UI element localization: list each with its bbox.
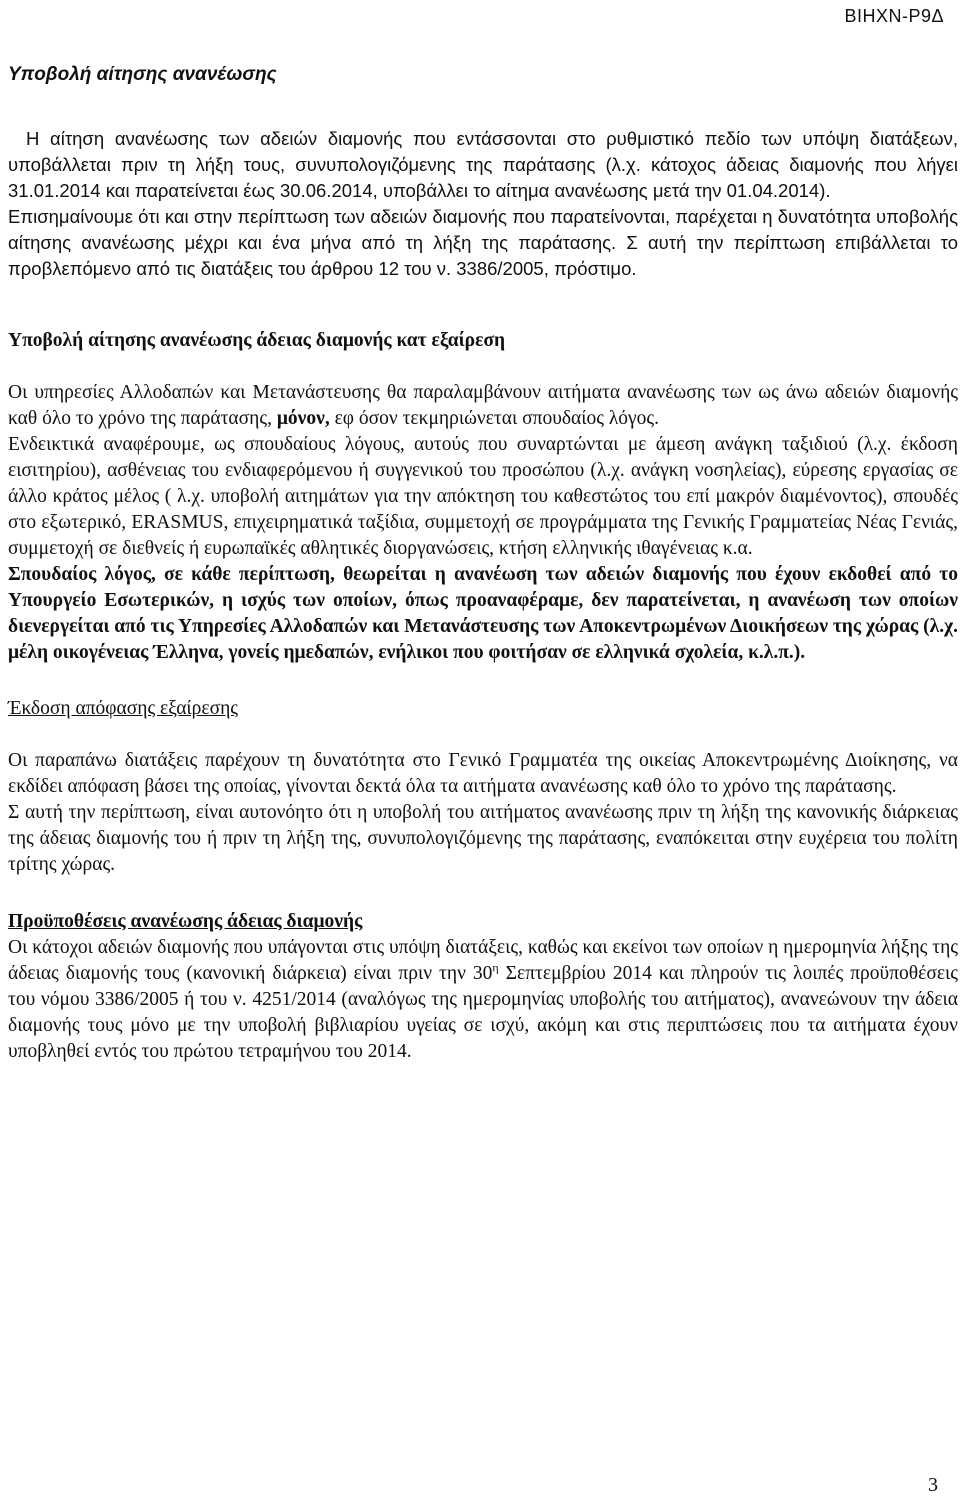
text-span: Οι υπηρεσίες Αλλοδαπών και Μετανάστευσης θα παραλαμβάνουν αιτήματα ανανέωσης των ως άνω αδειών διαμονής καθ όλο το χρόνο της παράτασης, (8, 382, 958, 429)
paragraph-renewal-extension-note: Επισημαίνουμε ότι και στην περίπτωση των αδειών διαμονής που παρατείνονται, παρέχεται η δυνατότητα υποβολής αίτησης ανανέωσης μέχρι και ένα μήνα από τη λήξη της παράτασης. Σ αυτή την περίπτωση επιβάλλεται το προβλεπόμενο από τις διατάξεις του άρθρου 12 του ν. 3386/2005, πρόστιμο. (8, 206, 958, 279)
section-heading-renewal-application: Υποβολή αίτησης ανανέωσης (8, 64, 277, 85)
paragraph-prerequisites (8, 935, 958, 1065)
paragraph-serious-reasons-examples: Ενδεικτικά αναφέρουμε, ως σπουδαίους λόγους, αυτούς που συναρτώνται με άμεση ανάγκη ταξιδιού (λ.χ. έκδοση εισιτηρίου), ασθένειας του ενδιαφερόμενου ή συγγενικού του προσώπου (λ.χ. ανάγκη νοσηλείας), εύρεσης εργασίας σε άλλο κράτος μέλος ( λ.χ. υποβολή αιτημάτων για την απόκτηση του καθεστώτος του επί μακρόν διαμένοντος), σπουδές στο εξωτερικό, ERASMUS, επιχειρηματικά ταξίδια, συμμετοχή σε προγράμματα της Γενικής Γραμματείας Νέας Γενιάς, συμμετοχή σε διεθνείς ή ευρωπαϊκές αθλητικές διοργανώσεις, κτήση ελληνικής ιθαγένειας κ.α. (8, 434, 958, 559)
paragraph-exceptional-services (8, 380, 958, 432)
paragraph-submission-discretion: Σ αυτή την περίπτωση, είναι αυτονόητο ότι η υποβολή του αιτήματος ανανέωσης πριν τη λήξη της κανονικής διάρκειας της άδειας διαμονής του ή πριν τη λήξη της, συνυπολογιζόμενης της παράτασης, εναπόκειται στην ευχέρεια του πολίτη τρίτης χώρας. (8, 802, 958, 875)
emphasis-only: μόνον, (276, 408, 330, 429)
section-heading-renewal-prerequisites: Προϋποθέσεις ανανέωσης άδειας διαμονής (8, 911, 363, 932)
text-span: εφ όσον τεκμηριώνεται σπουδαίος λόγος. (329, 408, 660, 429)
page-number: 3 (928, 1474, 938, 1496)
section-heading-exceptional-renewal: Υποβολή αίτησης ανανέωσης άδειας διαμονής κατ εξαίρεση (8, 330, 506, 351)
paragraph-renewal-timing: Η αίτηση ανανέωσης των αδειών διαμονής που εντάσσονται στο ρυθμιστικό πεδίο των υπόψη διατάξεων, υποβάλλεται πριν τη λήξη τους, συνυπολογιζόμενης της παράτασης (λ.χ. κάτοχος άδειας διαμονής που λήγει 31.01.2014 και παρατείνεται έως 30.06.2014, υποβάλλει το αίτημα ανανέωσης μετά την 01.04.2014). (8, 128, 958, 201)
document-body (8, 62, 958, 1065)
paragraph-secretary-general-authority: Οι παραπάνω διατάξεις παρέχουν τη δυνατότητα στο Γενικό Γραμματέα της οικείας Αποκεντρωμένης Διοίκησης, να εκδίδει απόφαση βάσει της οποίας, γίνονται δεκτά όλα τα αιτήματα ανανέωσης καθ όλο το χρόνο της παράτασης. (8, 750, 958, 797)
section-heading-exemption-decision: Έκδοση απόφασης εξαίρεσης (8, 698, 239, 719)
text-span: Οι κάτοχοι αδειών διαμονής που υπάγονται στις υπόψη διατάξεις, καθώς και εκείνοι των οποίων η ημερομηνία λήξης της άδειας διαμονής τους (κανονική διάρκεια) είναι πριν την 30 (8, 937, 958, 984)
paragraph-serious-reason-bold: Σπουδαίος λόγος, σε κάθε περίπτωση, θεωρείται η ανανέωση των αδειών διαμονής που έχουν εκδοθεί από το Υπουργείο Εσωτερικών, η ισχύς των οποίων, όπως προαναφέραμε, δεν παρατείνεται, η ανανέωση των οποίων διενεργείται από τις Υπηρεσίες Αλλοδαπών και Μετανάστευσης των Αποκεντρωμένων Διοικήσεων της χώρας (λ.χ. μέλη οικογένειας Έλληνα, γονείς ημεδαπών, ενήλικοι που φοιτήσαν σε ελληνικά σχολεία, κ.λ.π.). (8, 564, 958, 663)
text-span: Σεπτεμβρίου 2014 και πληρούν τις λοιπές προϋποθέσεις του νόμου 3386/2005 ή του ν. 4251/2014 (αναλόγως της ημερομηνίας υποβολής του αιτήματος), ανανεώνουν την άδεια διαμονής τους μόνο με την υποβολή βιβλιαρίου υγείας σε ισχύ, ακόμη και στις περιπτώσεις που τα αιτήματα έχουν υποβληθεί εντός του πρώτου τετραμήνου του 2014. (8, 963, 958, 1062)
ordinal-superscript: η (492, 960, 499, 975)
document-code: ΒΙΗΧΝ-Ρ9Δ (844, 6, 944, 26)
